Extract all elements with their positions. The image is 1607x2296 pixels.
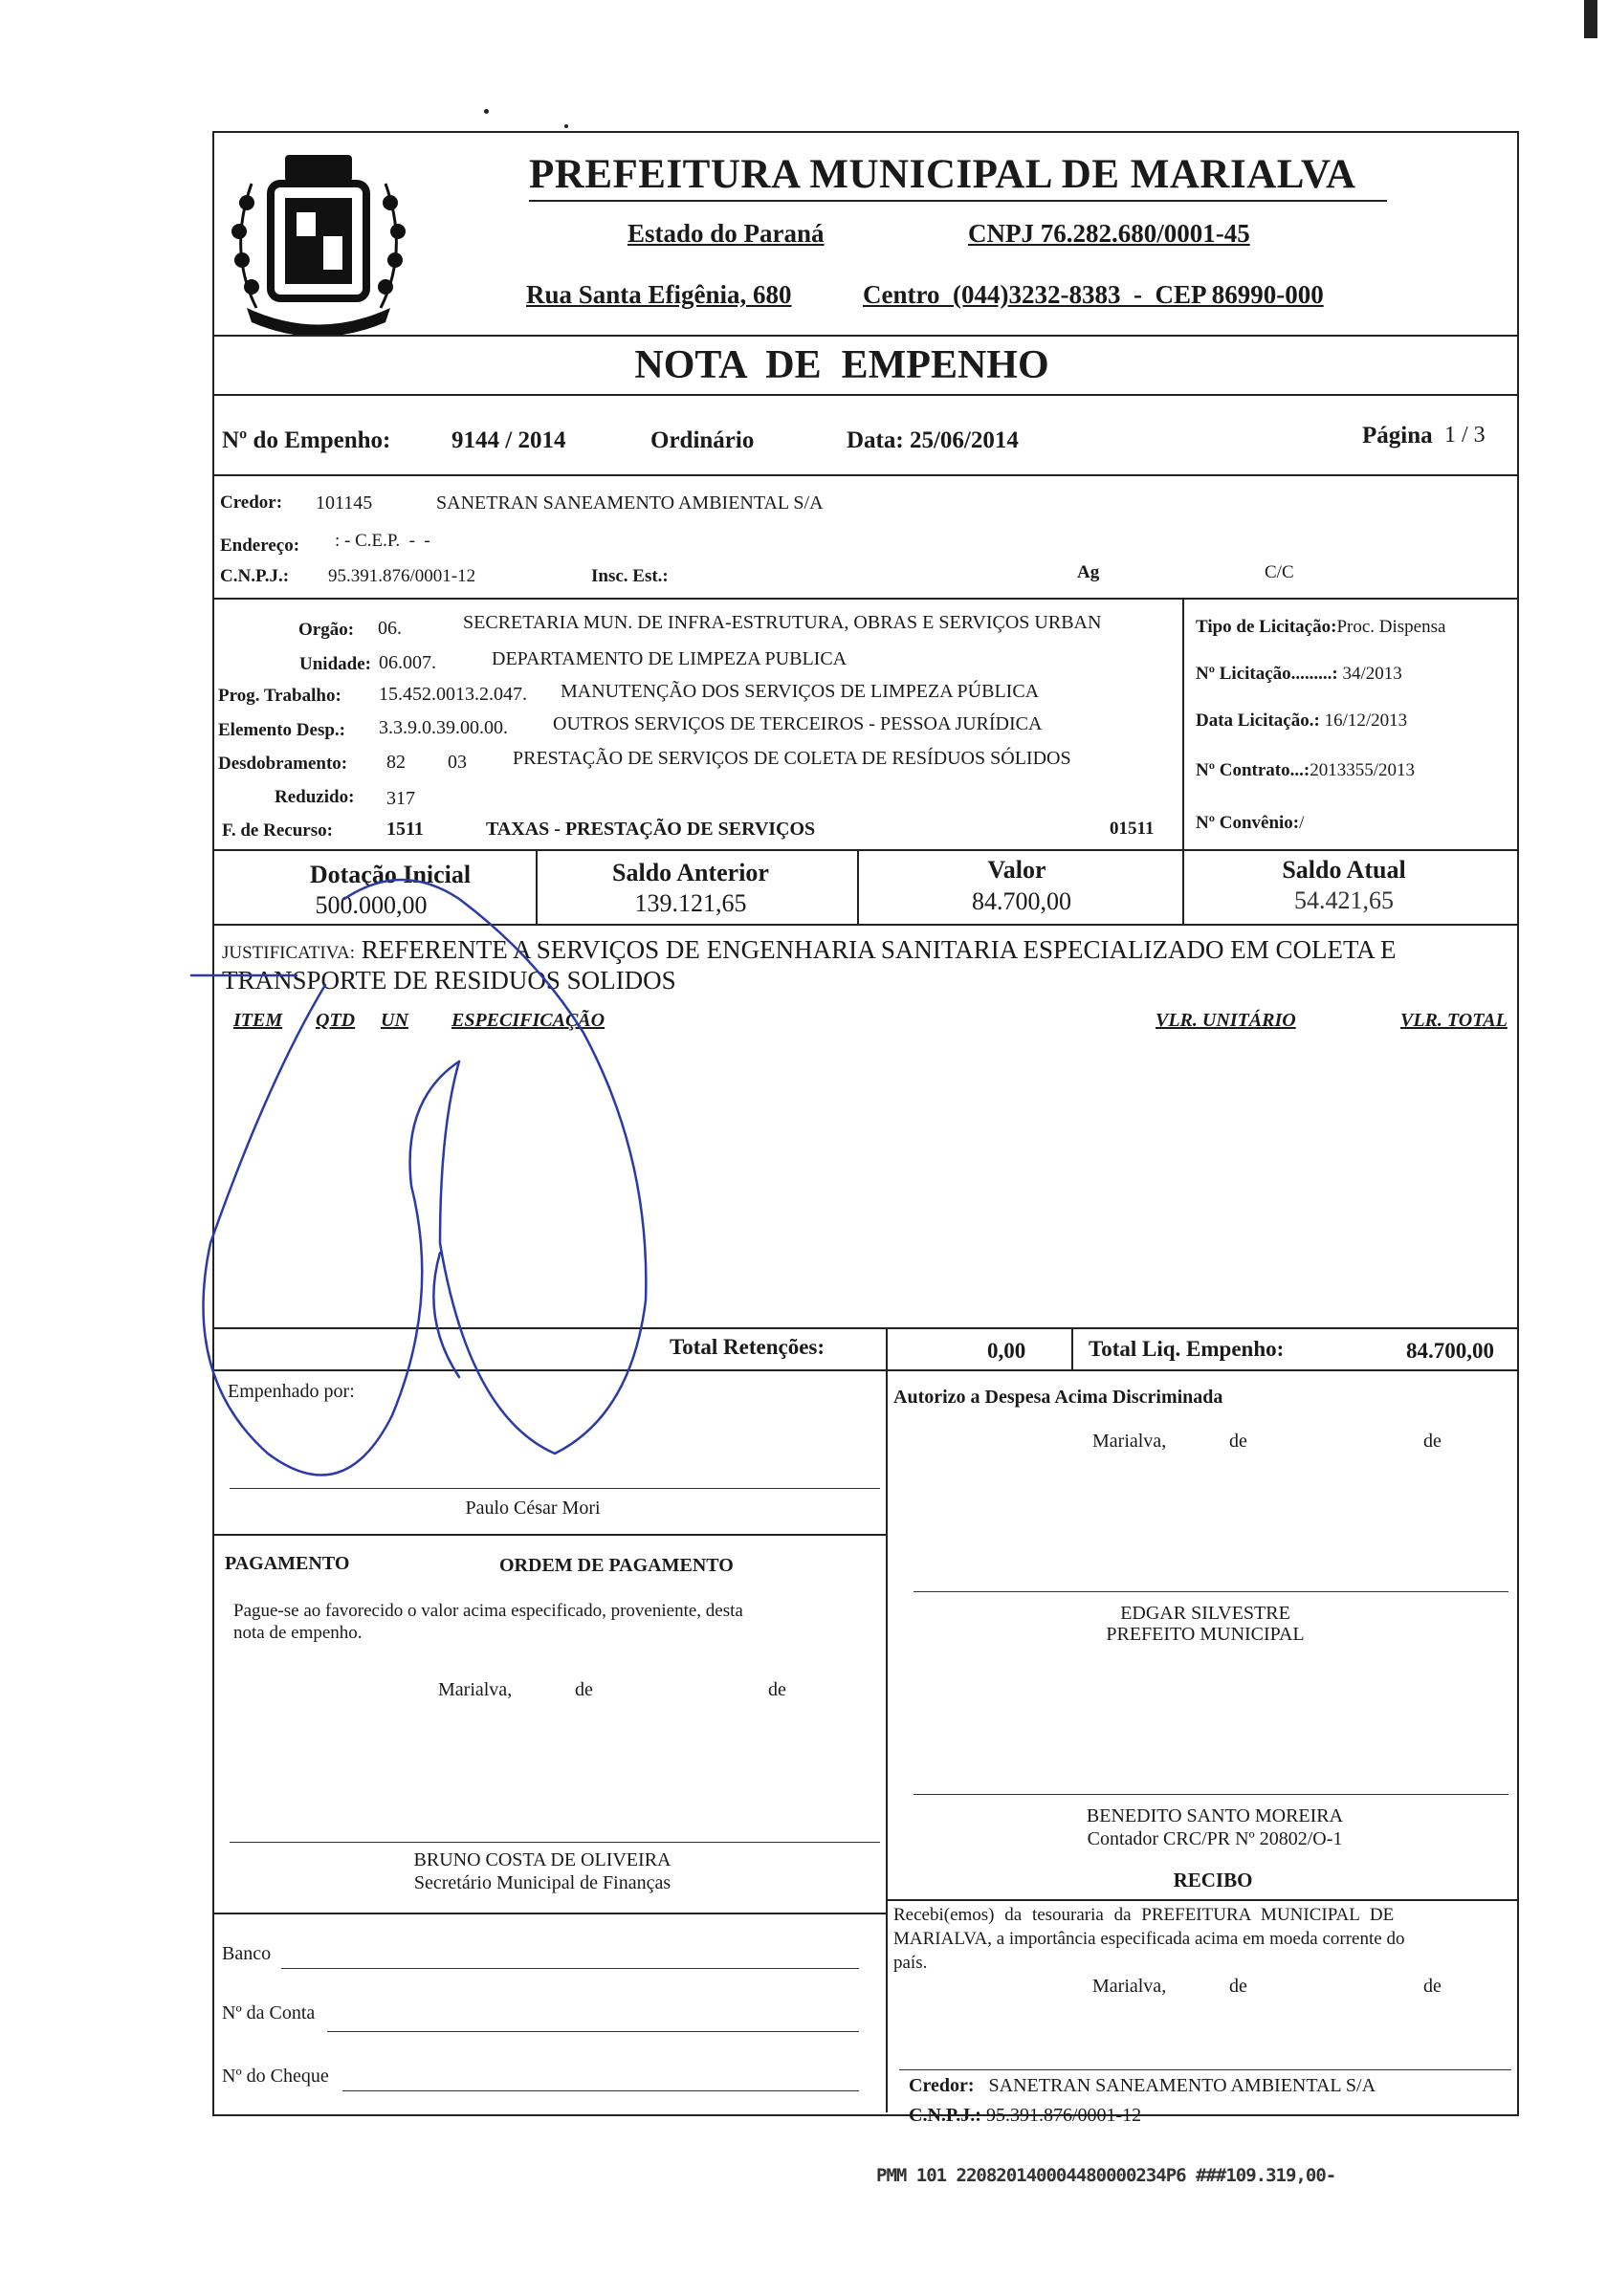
- secretario-name: BRUNO COSTA DE OLIVEIRA: [413, 1849, 671, 1870]
- document-title: NOTA DE EMPENHO: [634, 343, 1049, 387]
- col-item: ITEM: [233, 1010, 283, 1031]
- recibo-signature-line: [899, 2069, 1511, 2070]
- pagamento-text1: Pague-se ao favorecido o valor acima especificado, proveniente, desta: [233, 1601, 743, 1621]
- col-vlr-total: VLR. TOTAL: [1400, 1010, 1508, 1031]
- cc-label: C/C: [1265, 562, 1294, 582]
- divider: [212, 335, 1517, 337]
- elemento-desc: OUTROS SERVIÇOS DE TERCEIROS - PESSOA JURÍDICA: [553, 713, 1043, 734]
- credor-cnpj: 95.391.876/0001-12: [328, 566, 476, 586]
- empenhado-signer: Paulo César Mori: [465, 1498, 601, 1519]
- valor-label: Valor: [987, 856, 1046, 884]
- divider: [212, 1534, 888, 1536]
- desdobramento-desc: PRESTAÇÃO DE SERVIÇOS DE COLETA DE RESÍDUOS SÓLIDOS: [513, 748, 1071, 769]
- state-name: Estado do Paraná: [627, 219, 825, 248]
- total-retencoes-label: Total Retenções:: [670, 1335, 826, 1359]
- divider: [212, 474, 1517, 476]
- credor-name: SANETRAN SANEAMENTO AMBIENTAL S/A: [436, 492, 824, 514]
- reduzido-code: 317: [386, 788, 415, 809]
- unidade-desc: DEPARTAMENTO DE LIMPEZA PUBLICA: [492, 648, 848, 669]
- divider: [212, 598, 1517, 600]
- pagamento-text2: nota de empenho.: [233, 1623, 363, 1643]
- header-address: Rua Santa Efigênia, 680: [526, 280, 792, 309]
- recibo-de1: de: [1229, 1976, 1247, 1997]
- header-cnpj: CNPJ 76.282.680/0001-45: [968, 219, 1250, 248]
- justificativa-line2: TRANSPORTE DE RESIDUOS SOLIDOS: [222, 966, 676, 995]
- prefeito-name: EDGAR SILVESTRE: [1120, 1603, 1290, 1624]
- unidade-label: Unidade:: [299, 654, 371, 674]
- col-qtd: QTD: [316, 1010, 356, 1031]
- banco-line[interactable]: [281, 1968, 859, 1969]
- recibo-text2: MARIALVA, a importância especificada acima em moeda corrente do: [893, 1929, 1405, 1949]
- elemento-label: Elemento Desp.:: [218, 720, 345, 740]
- conta-line[interactable]: [327, 2031, 859, 2032]
- total-retencoes-value: 0,00: [987, 1339, 1026, 1363]
- page-label: Página: [1362, 423, 1433, 448]
- secretario-signature-line: [230, 1842, 880, 1843]
- autorizo-de2: de: [1423, 1431, 1442, 1452]
- recurso-desc: TAXAS - PRESTAÇÃO DE SERVIÇOS: [486, 819, 816, 840]
- divider: [212, 394, 1517, 396]
- divider: [1071, 1327, 1073, 1371]
- reduzido-label: Reduzido:: [275, 787, 355, 807]
- recibo-cnpj: C.N.P.J.: 95.391.876/0001-12: [909, 2105, 1142, 2126]
- recibo-place: Marialva,: [1092, 1976, 1167, 1997]
- saldo-atual-label: Saldo Atual: [1282, 856, 1406, 884]
- col-especificacao: ESPECIFICAÇÃO: [451, 1010, 605, 1031]
- coat-of-arms-icon: [218, 145, 419, 341]
- recurso-code: 1511: [386, 819, 424, 840]
- prog-code: 15.452.0013.2.047.: [379, 684, 527, 705]
- divider: [886, 1899, 1517, 1901]
- divider: [857, 849, 859, 926]
- municipality-title: PREFEITURA MUNICIPAL DE MARIALVA: [529, 152, 1356, 197]
- autorizo-de1: de: [1229, 1431, 1247, 1452]
- empenho-number-label: Nº do Empenho:: [222, 427, 391, 453]
- signature-scribble: [153, 842, 650, 1511]
- valor-value: 84.700,00: [972, 887, 1071, 915]
- endereco-label: Endereço:: [220, 536, 300, 556]
- numero-convenio: Nº Convênio:/: [1196, 813, 1305, 833]
- justificativa: JUSTIFICATIVA: REFERENTE A SERVIÇOS DE ENGENHARIA SANITARIA ESPECIALIZADO EM COLETA E: [222, 935, 1397, 964]
- payment-stamp: PMM 101 220820140004480000234P6 ###109.319,00-: [876, 2165, 1336, 2186]
- orgao-code: 06.: [378, 618, 402, 639]
- saldo-anterior-label: Saldo Anterior: [612, 859, 769, 886]
- header-address-rest: Centro (044)3232-8383 - CEP 86990-000: [863, 280, 1324, 309]
- divider: [212, 1913, 888, 1914]
- contador-name: BENEDITO SANTO MOREIRA: [1086, 1805, 1344, 1826]
- recibo-label: RECIBO: [1173, 1869, 1253, 1891]
- saldo-anterior-value: 139.121,65: [634, 889, 747, 917]
- prefeito-role: PREFEITO MUNICIPAL: [1106, 1624, 1305, 1645]
- col-vlr-unitario: VLR. UNITÁRIO: [1156, 1010, 1296, 1031]
- dotacao-label: Dotação Inicial: [309, 861, 472, 888]
- insc-label: Insc. Est.:: [591, 566, 669, 586]
- prog-desc: MANUTENÇÃO DOS SERVIÇOS DE LIMPEZA PÚBLICA: [561, 681, 1040, 702]
- tipo-licitacao: Tipo de Licitação:Proc. Dispensa: [1196, 617, 1446, 637]
- prefeito-signature-line: [914, 1591, 1508, 1592]
- saldo-atual-value: 54.421,65: [1294, 886, 1394, 914]
- pagamento-de2: de: [768, 1679, 786, 1700]
- contador-signature-line: [914, 1794, 1508, 1795]
- contador-role: Contador CRC/PR Nº 20802/O-1: [1087, 1828, 1343, 1849]
- scan-dot: [564, 124, 568, 128]
- conta-label: Nº da Conta: [222, 2002, 316, 2023]
- recurso-number: 01511: [1110, 819, 1155, 839]
- recibo-credor: Credor: SANETRAN SANEAMENTO AMBIENTAL S/A: [909, 2075, 1376, 2096]
- cheque-line[interactable]: [342, 2090, 859, 2091]
- total-liq-label: Total Liq. Empenho:: [1089, 1337, 1285, 1361]
- orgao-label: Orgão:: [298, 620, 355, 640]
- pagamento-de1: de: [575, 1679, 593, 1700]
- dotacao-value: 500.000,00: [315, 891, 428, 919]
- desdobramento-label: Desdobramento:: [218, 754, 348, 774]
- scan-dot: [484, 109, 489, 114]
- credor-label: Credor:: [220, 492, 283, 513]
- secretario-role: Secretário Municipal de Finanças: [413, 1872, 671, 1893]
- data-licitacao: Data Licitação.: 16/12/2013: [1196, 711, 1408, 731]
- autorizo-place: Marialva,: [1092, 1431, 1167, 1452]
- empenho-type: Ordinário: [650, 427, 755, 453]
- desdobramento-b: 03: [448, 752, 467, 773]
- col-un: UN: [381, 1010, 408, 1031]
- empenho-number: 9144 / 2014: [451, 427, 566, 453]
- title-underline: [529, 200, 1387, 202]
- cheque-label: Nº do Cheque: [222, 2066, 329, 2087]
- numero-contrato: Nº Contrato...:2013355/2013: [1196, 760, 1415, 780]
- endereco-value: : - C.E.P. - -: [335, 531, 430, 551]
- ag-label: Ag: [1077, 562, 1100, 582]
- scan-edge-mark: [1584, 0, 1597, 38]
- desdobramento-a: 82: [386, 752, 406, 773]
- divider: [886, 1327, 888, 1371]
- credor-code: 101145: [316, 492, 373, 514]
- empenhado-label: Empenhado por:: [228, 1381, 355, 1402]
- cnpj-label: C.N.P.J.:: [220, 566, 290, 586]
- autorizo-label: Autorizo a Despesa Acima Discriminada: [893, 1387, 1223, 1408]
- recibo-de2: de: [1423, 1976, 1442, 1997]
- pagamento-place: Marialva,: [438, 1679, 513, 1700]
- recibo-text3: país.: [893, 1953, 928, 1973]
- pagamento-label: PAGAMENTO: [225, 1553, 350, 1574]
- banco-label: Banco: [222, 1943, 272, 1964]
- prog-label: Prog. Trabalho:: [218, 686, 341, 706]
- divider: [886, 1369, 888, 2112]
- recurso-label: F. de Recurso:: [222, 820, 333, 841]
- empenho-date: Data: 25/06/2014: [847, 427, 1019, 453]
- unidade-code: 06.007.: [379, 652, 436, 673]
- page-number: 1 / 3: [1444, 423, 1486, 448]
- numero-licitacao: Nº Licitação.........: 34/2013: [1196, 664, 1402, 684]
- elemento-code: 3.3.9.0.39.00.00.: [379, 717, 508, 738]
- divider: [1182, 849, 1184, 926]
- divider: [1182, 598, 1184, 852]
- total-liq-value: 84.700,00: [1406, 1339, 1494, 1363]
- recibo-text1: Recebi(emos) da tesouraria da PREFEITURA MUNICIPAL DE: [893, 1905, 1395, 1925]
- ordem-pagamento-label: ORDEM DE PAGAMENTO: [499, 1555, 734, 1576]
- orgao-desc: SECRETARIA MUN. DE INFRA-ESTRUTURA, OBRAS E SERVIÇOS URBAN: [463, 612, 1102, 633]
